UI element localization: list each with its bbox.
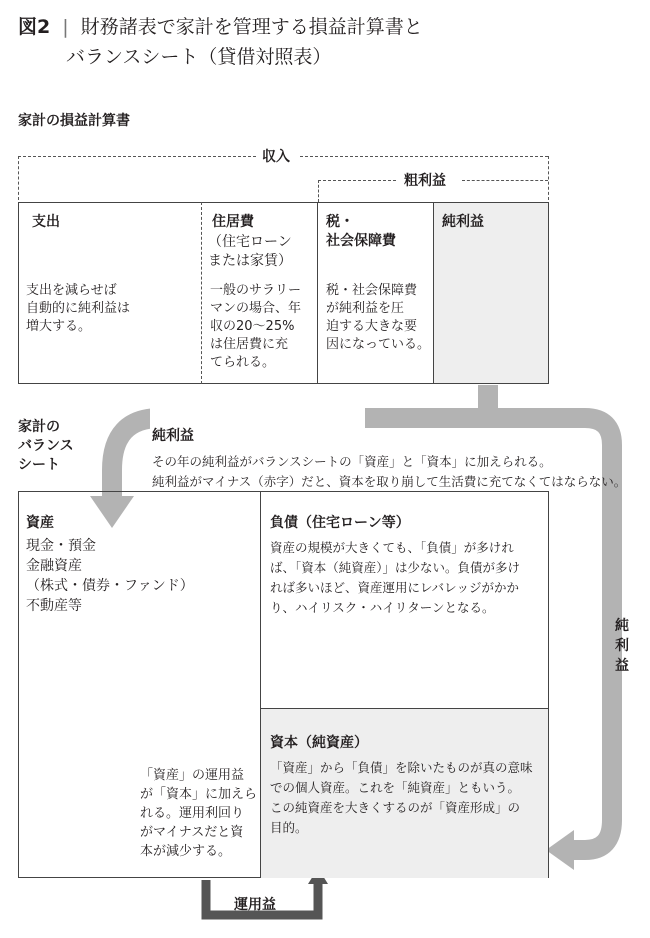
expense-body-line: 支出を減らせば bbox=[26, 283, 117, 298]
assets-note-line: が「資本」に加えら bbox=[140, 787, 258, 802]
assets-note bbox=[140, 766, 257, 861]
arrow-top-label: 純利益 bbox=[152, 428, 194, 444]
balance-sheet-heading-line: シート bbox=[18, 457, 60, 473]
tax-body-line: 迫する大きな要 bbox=[326, 319, 418, 334]
housing-body-line: は住居費に充 bbox=[210, 337, 289, 352]
assets-note-line: 「資産」の運用益 bbox=[140, 768, 245, 783]
equity-body-line: この純資産を大きくするのが「資産形成」の bbox=[270, 800, 521, 815]
arrow-head-bottom-right-icon bbox=[546, 830, 574, 870]
expense-body-line: 自動的に純利益は bbox=[26, 301, 131, 316]
arrow-right-label-char: 益 bbox=[615, 658, 629, 674]
housing-body-line: 一般のサラリー bbox=[210, 283, 302, 298]
tax-title-line: 社会保障費 bbox=[326, 233, 396, 249]
note-line-1: その年の純利益がバランスシートの「資産」と「資本」に加えられる。 bbox=[152, 454, 552, 469]
assets-note-line: がマイナスだと資 bbox=[140, 825, 244, 840]
arrow-right-label-char: 利 bbox=[615, 638, 629, 654]
housing-column-title: 住居費 bbox=[212, 214, 254, 230]
assets-note-line: れる。運用利回り bbox=[140, 806, 245, 821]
figure-title-line1: 財務諸表で家計を管理する損益計算書と bbox=[80, 16, 423, 38]
housing-body-line: マンの場合、年 bbox=[210, 301, 302, 316]
housing-subtitle-line: （住宅ローン bbox=[208, 234, 292, 250]
assets-item: 現金・預金 bbox=[26, 538, 96, 554]
assets-items bbox=[26, 536, 194, 616]
expense-column-title: 支出 bbox=[32, 214, 60, 230]
equity-body-line: での個人資産。これを「純資産」ともいう。 bbox=[270, 780, 521, 795]
assets-title: 資産 bbox=[26, 515, 54, 531]
liabilities-body-line: ば、「資本（純資産）」は少ない。負債が多け bbox=[270, 560, 521, 575]
tax-body-line: が純利益を圧 bbox=[326, 301, 405, 316]
figure-label: 図2 bbox=[18, 16, 51, 38]
liabilities-body-line: り、ハイリスク・ハイリターンとなる。 bbox=[270, 600, 495, 615]
arrow-right-label bbox=[612, 616, 632, 676]
assets-item: （株式・債券・ファンド） bbox=[26, 578, 194, 594]
arrow-right-label-char: 純 bbox=[615, 618, 629, 634]
revenue-label: 収入 bbox=[262, 149, 290, 165]
figure-title-line2: バランスシート（貸借対照表） bbox=[66, 46, 332, 68]
figure-separator: | bbox=[62, 16, 69, 38]
liabilities-title: 負債（住宅ローン等） bbox=[270, 515, 410, 531]
housing-body-line: てられる。 bbox=[210, 355, 276, 370]
assets-item: 金融資産 bbox=[26, 558, 82, 574]
housing-body-line: 収の20～25% bbox=[210, 319, 295, 334]
liabilities-body-line: 資産の規模が大きくても、「負債」が多けれ bbox=[270, 540, 514, 555]
liabilities-body bbox=[270, 538, 520, 618]
tax-body-line: 因になっている。 bbox=[326, 337, 431, 352]
assets-note-line: 本が減少する。 bbox=[140, 844, 232, 859]
equity-body-line: 「資産」から「負債」を除いたものが真の意味 bbox=[270, 760, 533, 775]
equity-title: 資本（純資産） bbox=[270, 735, 368, 751]
liabilities-body-line: れば多いほど、資産運用にレバレッジがかか bbox=[270, 580, 520, 595]
arrow-bottom-label: 運用益 bbox=[234, 897, 276, 913]
assets-item: 不動産等 bbox=[26, 598, 82, 614]
balance-sheet-heading-line: バランス bbox=[18, 438, 74, 454]
equity-body-line: 目的。 bbox=[270, 820, 308, 835]
balance-sheet-heading-line: 家計の bbox=[18, 419, 60, 435]
housing-subtitle-line: または家賃） bbox=[208, 253, 292, 269]
expense-body-line: 増大する。 bbox=[26, 319, 92, 334]
income-statement-heading: 家計の損益計算書 bbox=[18, 113, 130, 129]
gross-profit-label: 粗利益 bbox=[404, 173, 446, 189]
balance-sheet-heading bbox=[18, 418, 74, 475]
note-line-2: 純利益がマイナス（赤字）だと、資本を取り崩して生活費に充てなくてはならない。 bbox=[152, 474, 627, 489]
equity-body bbox=[270, 758, 533, 838]
tax-body-line: 税・社会保障費 bbox=[326, 283, 418, 298]
tax-title-line: 税・ bbox=[326, 214, 354, 230]
net-income-column-title: 純利益 bbox=[442, 214, 484, 230]
